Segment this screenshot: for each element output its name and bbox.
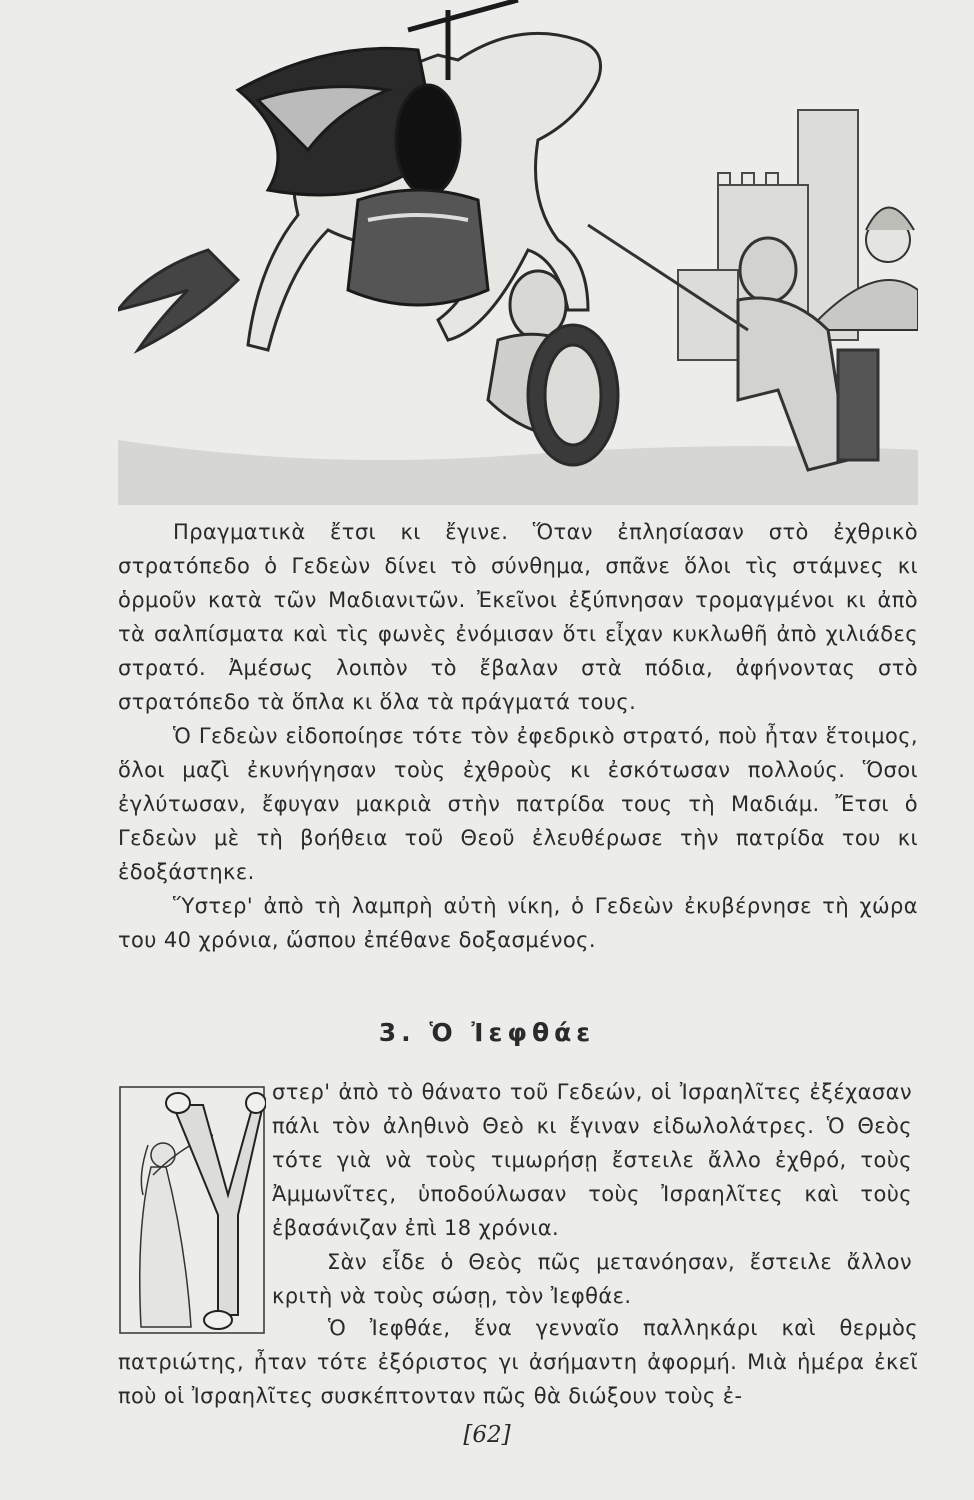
page-number: [62] bbox=[463, 1422, 511, 1448]
paragraph: Πραγματικὰ ἔτσι κι ἔγινε. Ὅταν ἐπλησίασαν στὸ ἐχθρικὸ στρατόπεδο ὁ Γεδεὼν δίνει τὸ σύνθημα, σπᾶνε ὅλοι τὶς στάμνες κι ὁρμοῦν κατὰ τῶν Μαδιανιτῶν. Ἐκεῖνοι ἐξύπνησαν τρομαγμένοι κι ἀπὸ τὰ σαλπίσματα καὶ τὶς φωνὲς ἐνόμισαν ὅτι εἶχαν κυκλωθῆ ἀπὸ χιλιάδες στρατό. Ἀμέσως λοιπὸν τὸ ἔβαλαν στὰ πόδια, ἀφήνοντας στὸ στρατόπεδο τὰ ὅπλα κι ὅλα τὰ πράγματά τους. bbox=[118, 520, 918, 714]
battle-illustration bbox=[118, 0, 918, 505]
body-text-bottom bbox=[118, 1311, 918, 1413]
section-heading: 3. Ὁ Ἰεφθάε bbox=[378, 1018, 596, 1047]
fallen-soldier bbox=[488, 271, 618, 465]
body-text-wrapped bbox=[272, 1075, 912, 1313]
dropcap-letter: Y bbox=[192, 1245, 193, 1246]
paragraph: στερ' ἀπὸ τὸ θάνατο τοῦ Γεδεών, οἱ Ἰσραηλῖτες ἐξέχασαν πάλι τὸν ἀληθινὸ Θεὸ κι ἔγιναν εἰδωλολάτρες. Ὁ Θεὸς τότε γιὰ νὰ τοὺς τιμωρήσῃ ἔστειλε ἄλλο ἐχθρό, τοὺς Ἀμμωνῖτες, ὑποδούλωσαν τοὺς Ἰσραηλῖτες καὶ τοὺς ἐβασάνιζαν ἐπὶ 18 χρόνια. bbox=[272, 1080, 912, 1240]
dropcap-illustration bbox=[118, 1085, 266, 1335]
paragraph: Ὁ Ἰεφθάε, ἕνα γενναῖο παλληκάρι καὶ θερμὸς πατριώτης, ἦταν τότε ἐξόριστος γι ἀσήμαντη ἀφορμή. Μιὰ ἡμέρα ἐκεῖ ποὺ οἱ Ἰσραηλῖτες συσκέπτονταν πῶς θὰ διώξουν τοὺς ἐ- bbox=[118, 1316, 918, 1408]
body-text-top bbox=[118, 515, 918, 957]
paragraph: Ὕστερ' ἀπὸ τὴ λαμπρὴ αὐτὴ νίκη, ὁ Γεδεὼν ἐκυβέρνησε τὴ χώρα του 40 χρόνια, ὥσπου ἐπέθανε δοξασμένος. bbox=[118, 894, 918, 952]
paragraph: Ὁ Γεδεὼν εἰδοποίησε τότε τὸν ἐφεδρικὸ στρατό, ποὺ ἦταν ἕτοιμος, ὅλοι μαζὶ ἐκυνήγησαν τοὺς ἐχθροὺς κι ἐσκότωσαν πολλούς. Ὅσοι ἐγλύτωσαν, ἔφυγαν μακριὰ στὴν πατρίδα τους τὴ Μαδιάμ. Ἔτσι ὁ Γεδεὼν μὲ τὴ βοήθεια τοῦ Θεοῦ ἐλευθέρωσε τὴν πατρίδα του κι ἐδοξάστηκε. bbox=[118, 724, 918, 884]
paragraph: Σὰν εἶδε ὁ Θεὸς πῶς μετανόησαν, ἔστειλε ἄλλον κριτὴ νὰ τοὺς σώσῃ, τὸν Ἰεφθάε. bbox=[272, 1250, 912, 1308]
